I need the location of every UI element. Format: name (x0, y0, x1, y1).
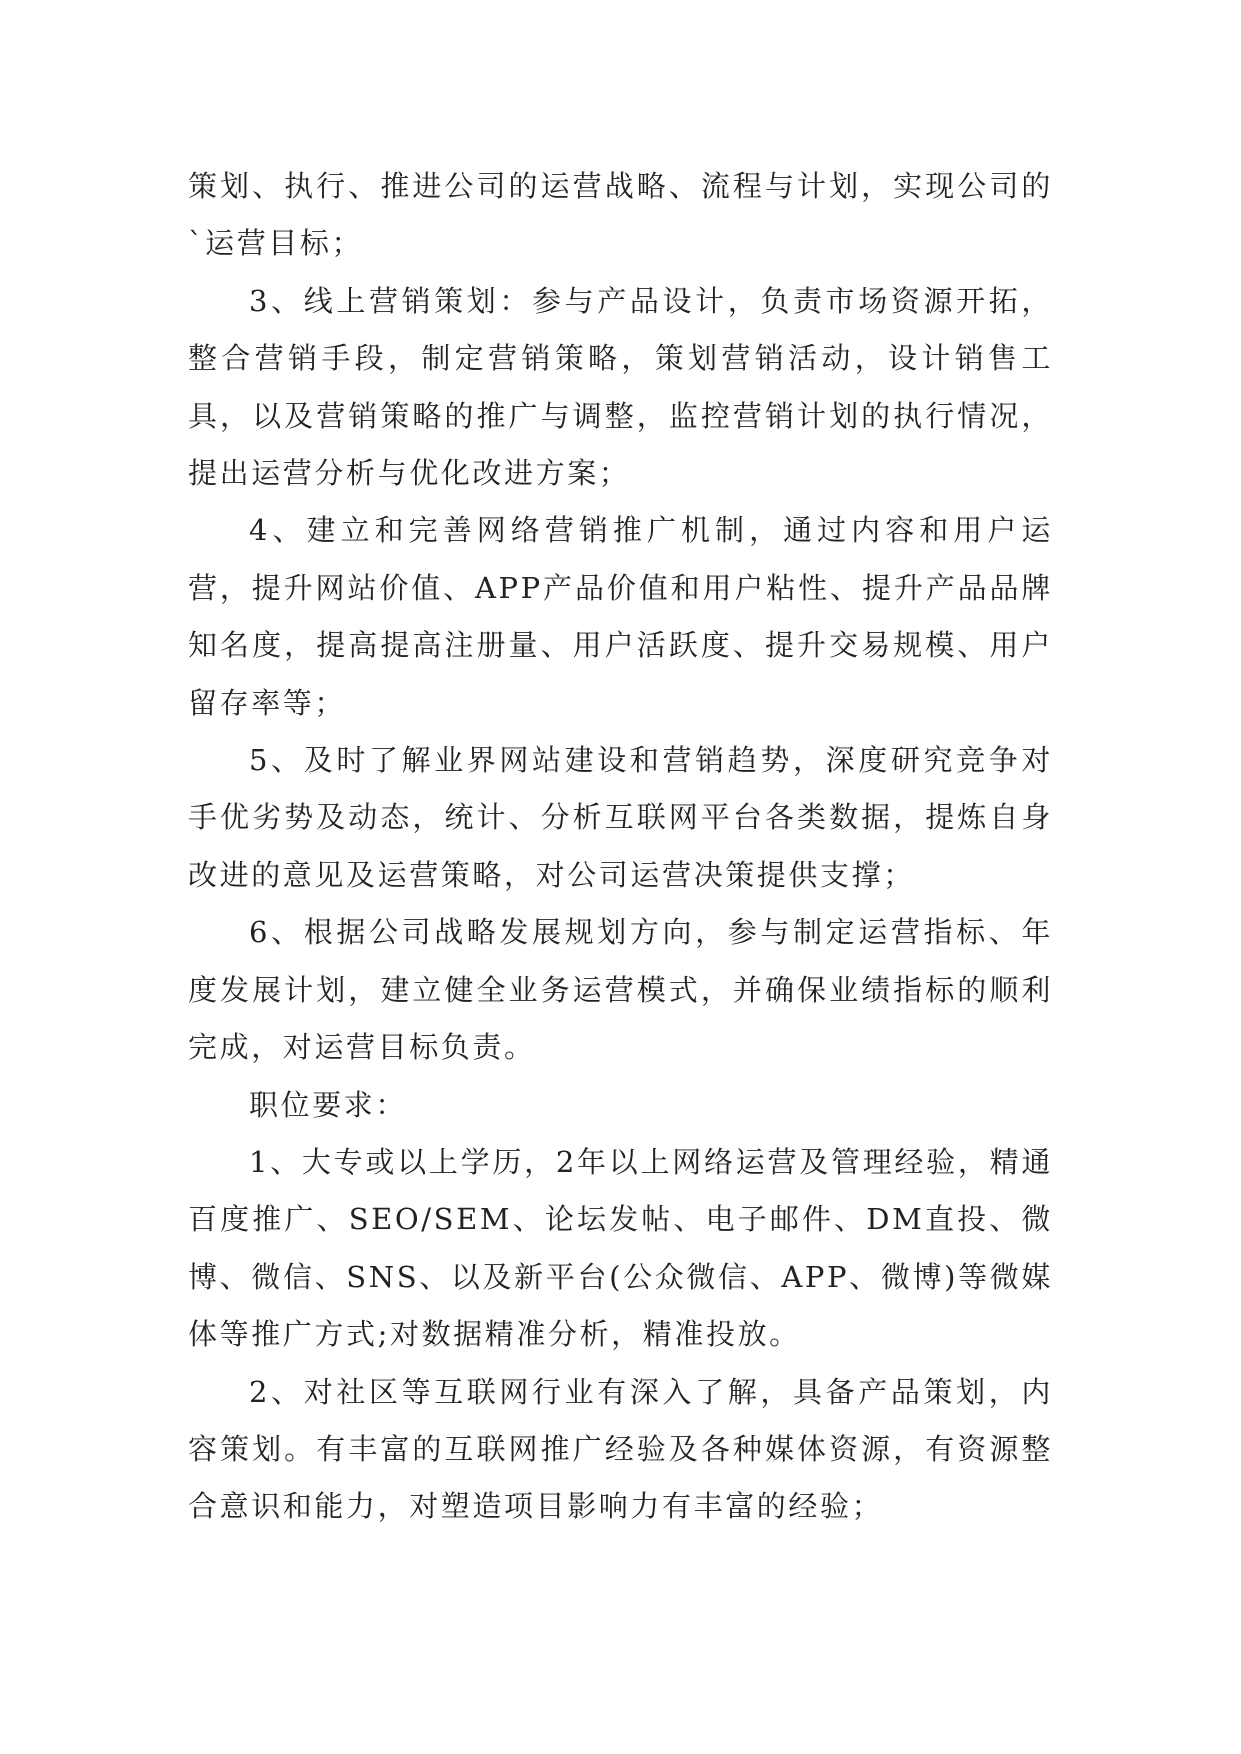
paragraph-duty-5: 5、及时了解业界网站建设和营销趋势，深度研究竞争对手优劣势及动态，统计、分析互联网平台各类数据，提炼自身改进的意见及运营策略，对公司运营决策提供支撑； (188, 743, 1053, 892)
paragraph-requirement-2: 2、对社区等互联网行业有深入了解，具备产品策划，内容策划。有丰富的互联网推广经验及各种媒体资源，有资源整合意识和能力，对塑造项目影响力有丰富的经验； (188, 1374, 1053, 1524)
document-body (188, 158, 1053, 1536)
paragraph-continued-strategy: 策划、执行、推进公司的运营战略、流程与计划，实现公司的`运营目标； (188, 169, 1053, 261)
section-heading-requirements: 职位要求： (249, 1087, 408, 1122)
paragraph-duty-3: 3、线上营销策划：参与产品设计，负责市场资源开拓，整合营销手段，制定营销策略，策划营销活动，设计销售工具，以及营销策略的推广与调整，监控营销计划的执行情况，提出运营分析与优化改进方案； (188, 283, 1053, 491)
paragraph-duty-6: 6、根据公司战略发展规划方向，参与制定运营指标、年度发展计划，建立健全业务运营模式，并确保业绩指标的顺利完成，对运营目标负责。 (188, 915, 1053, 1065)
paragraph-requirement-1: 1、大专或以上学历，2年以上网络运营及管理经验，精通百度推广、SEO/SEM、论坛发帖、电子邮件、DM直投、微博、微信、SNS、以及新平台(公众微信、APP、微博)等微媒体等推广方式;对数据精准分析，精准投放。 (188, 1144, 1053, 1352)
paragraph-duty-4: 4、建立和完善网络营销推广机制，通过内容和用户运营，提升网站价值、APP产品价值和用户粘性、提升产品品牌知名度，提高提高注册量、用户活跃度、提升交易规模、用户留存率等； (188, 513, 1053, 720)
